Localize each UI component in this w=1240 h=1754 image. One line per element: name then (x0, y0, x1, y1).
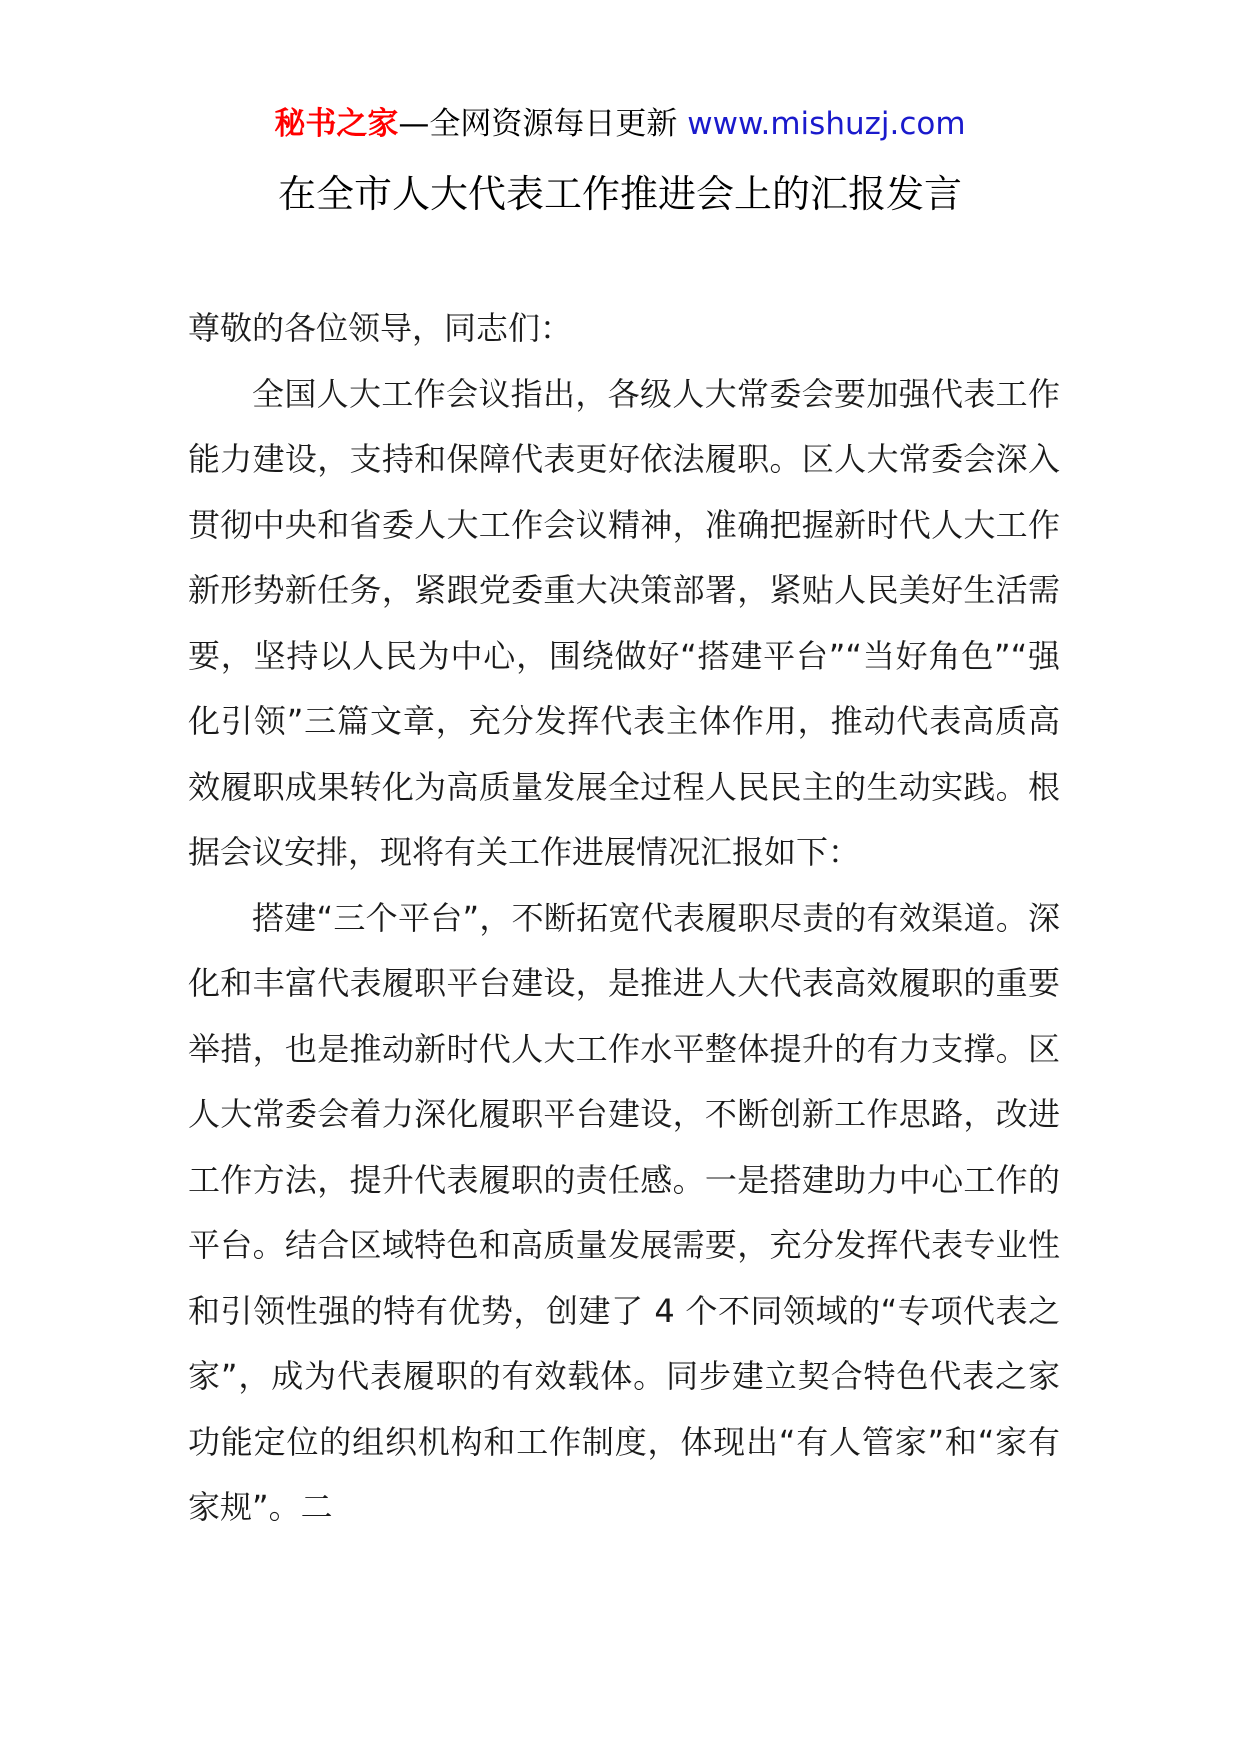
site-header (0, 100, 1240, 148)
brand-name: 秘书之家 (274, 106, 399, 142)
salutation: 尊敬的各位领导，同志们： (188, 309, 573, 347)
document-title: 在全市人大代表工作推进会上的汇报发言 (277, 172, 962, 216)
site-url-link[interactable]: www.mishuzj.com (687, 106, 966, 142)
paragraph-intro: 全国人大工作会议指出，各级人大常委会要加强代表工作能力建设，支持和保障代表更好依法履职。区人大常委会深入贯彻中央和省委人大工作会议精神，准确把握新时代人大工作新形势新任务，紧跟党委重大决策部署，紧贴人民美好生活需要，坚持以人民为中心，围绕做好“搭建平台”“当好角色”“强化引领”三篇文章，充分发挥代表主体作用，推动代表高质高效履职成果转化为高质量发展全过程人民民主的生动实践。根据会议安排，现将有关工作进展情况汇报如下： (188, 374, 1060, 871)
document-body (188, 296, 1060, 1541)
paragraph-platforms: 搭建“三个平台”，不断拓宽代表履职尽责的有效渠道。深化和丰富代表履职平台建设，是推进人大代表高效履职的重要举措，也是推动新时代人大工作水平整体提升的有力支撑。区人大常委会着力深化履职平台建设，不断创新工作思路，改进工作方法，提升代表履职的责任感。一是搭建助力中心工作的平台。结合区域特色和高质量发展需要，充分发挥代表专业性和引领性强的特有优势，创建了 4 个不同领域的“专项代表之家”，成为代表履职的有效载体。同步建立契合特色代表之家功能定位的组织机构和工作制度，体现出“有人管家”和“家有家规”。二 (188, 898, 1060, 1526)
site-slogan: —全网资源每日更新 (398, 106, 678, 142)
